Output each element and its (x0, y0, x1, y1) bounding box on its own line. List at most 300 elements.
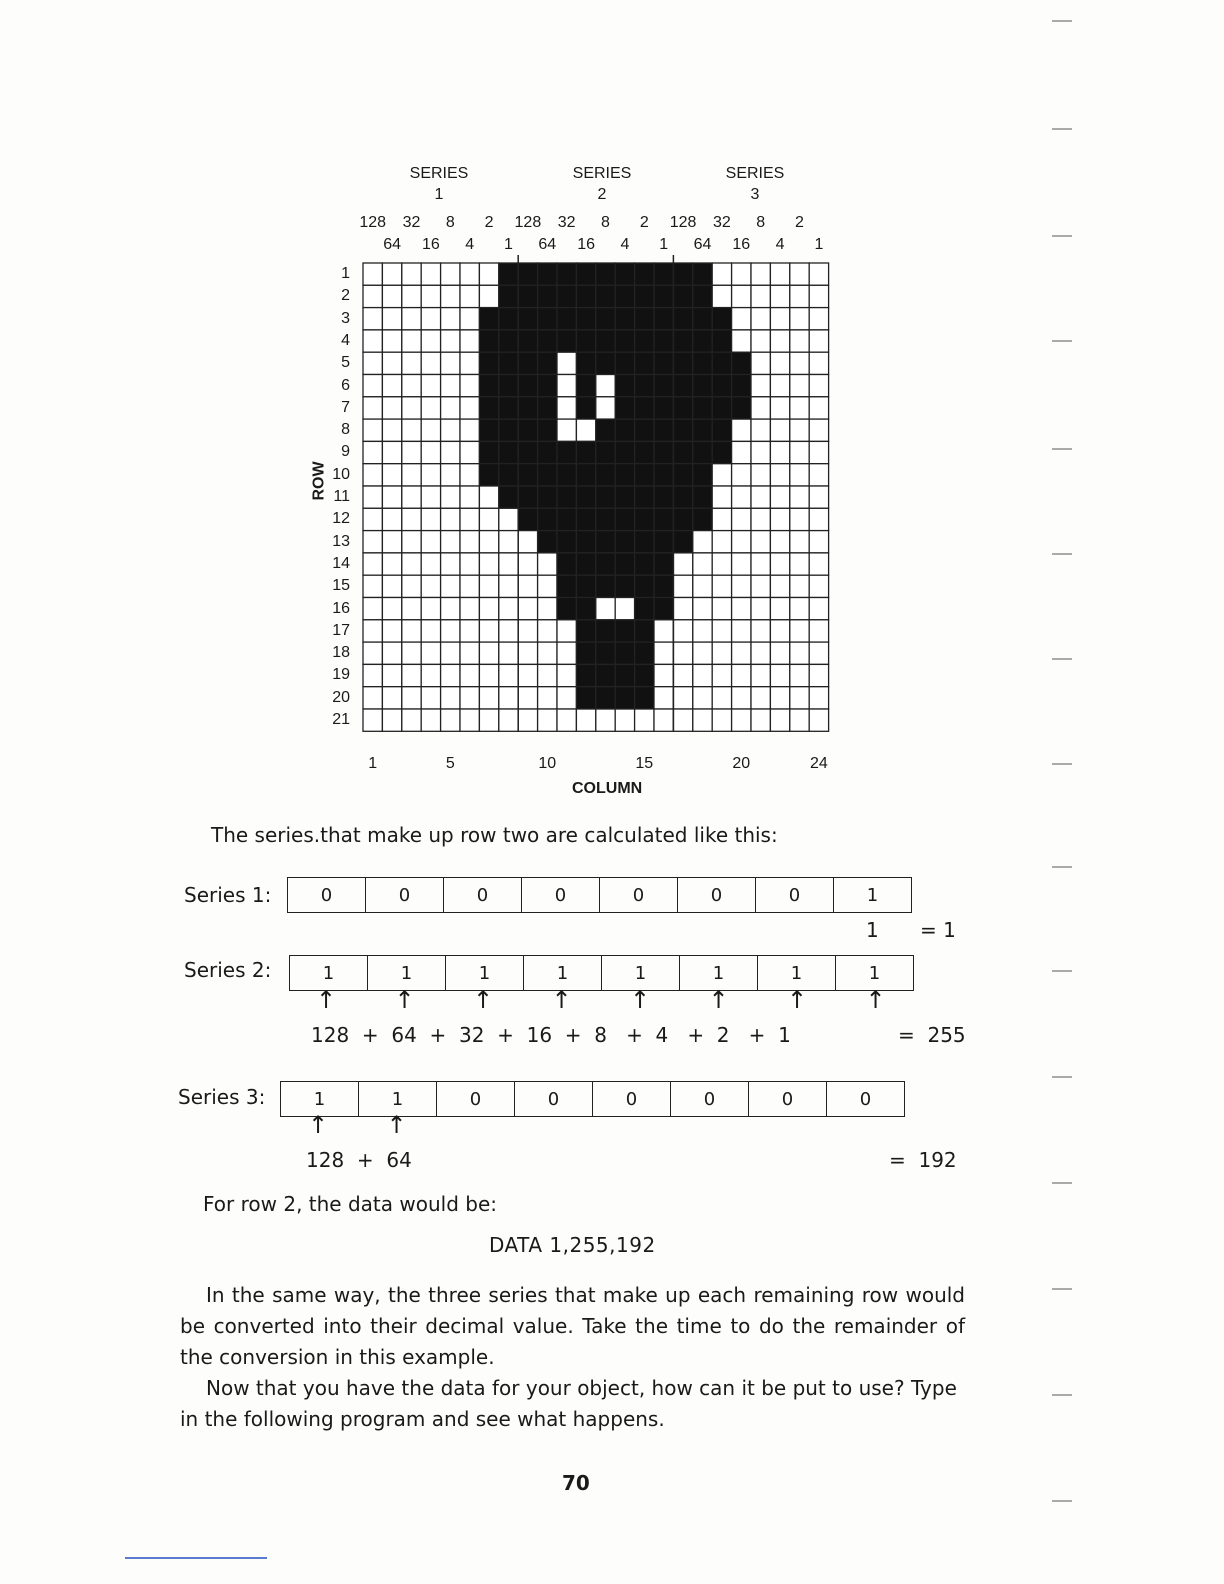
sprite-cell-empty (479, 263, 498, 285)
sprite-cell-empty (479, 620, 498, 642)
sprite-cell-filled (518, 508, 537, 530)
sprite-cell-empty (809, 531, 828, 553)
sprite-cell-empty (460, 375, 479, 397)
sprite-cell-filled (635, 642, 654, 664)
sprite-cell-empty (479, 642, 498, 664)
sprite-cell-empty (538, 709, 557, 731)
sprite-cell-empty (382, 531, 401, 553)
sprite-cell-empty (363, 620, 382, 642)
sprite-cell-filled (596, 486, 615, 508)
sprite-cell-filled (538, 397, 557, 419)
sprite-cell-filled (635, 508, 654, 530)
sprite-cell-filled (499, 419, 518, 441)
sprite-cell-filled (673, 464, 692, 486)
sprite-cell-empty (460, 575, 479, 597)
bit-cell: 0 (859, 1088, 872, 1110)
sprite-cell-empty (441, 664, 460, 686)
up-arrow-icon: ↑ (394, 986, 415, 1014)
sprite-cell-empty (557, 687, 576, 709)
bit-cell: 0 (749, 1082, 827, 1116)
sprite-cell-empty (809, 664, 828, 686)
sprite-cell-empty (382, 687, 401, 709)
sprite-cell-filled (673, 352, 692, 374)
row-number: 18 (332, 644, 350, 662)
sprite-cell-empty (402, 575, 421, 597)
bit-cell: 0 (671, 1082, 749, 1116)
bit-value-label: 4 (775, 236, 785, 253)
bit-cell: 0 (593, 1082, 671, 1116)
sprite-cell-empty (499, 575, 518, 597)
sprite-cell-empty (460, 441, 479, 463)
sprite-cell-filled (615, 575, 634, 597)
bit-cell: 1 (524, 956, 602, 990)
sprite-cell-empty (732, 486, 751, 508)
sprite-cell-empty (751, 709, 770, 731)
row-number: 11 (333, 488, 350, 505)
sprite-cell-empty (712, 486, 731, 508)
sprite-cell-filled (654, 308, 673, 330)
margin-mark (1052, 970, 1072, 972)
row-number: 4 (341, 331, 350, 349)
bit-cell: 1 (368, 956, 446, 990)
sprite-cell-empty (441, 620, 460, 642)
intro-text: The series.that make up row two are calculated like this: (211, 823, 778, 847)
sprite-cell-filled (635, 531, 654, 553)
sprite-cell-empty (809, 441, 828, 463)
sprite-cell-filled (635, 375, 654, 397)
sprite-cell-empty (596, 709, 615, 731)
sprite-cell-filled (635, 330, 654, 352)
sprite-cell-empty (499, 664, 518, 686)
column-tick: 5 (445, 755, 455, 772)
series-1-result: = 1 (920, 918, 956, 942)
sprite-cell-filled (576, 263, 595, 285)
bit-cell: 1 (868, 962, 881, 984)
bit-cell: 1 (602, 956, 680, 990)
sprite-cell-empty (751, 330, 770, 352)
sprite-cell-empty (363, 285, 382, 307)
sprite-cell-empty (363, 397, 382, 419)
bit-cell: 0 (515, 1082, 593, 1116)
sprite-cell-empty (712, 687, 731, 709)
sprite-cell-empty (402, 687, 421, 709)
sprite-cell-empty (809, 419, 828, 441)
sprite-cell-empty (654, 709, 673, 731)
sprite-cell-empty (421, 664, 440, 686)
sprite-cell-filled (596, 508, 615, 530)
sprite-cell-empty (460, 553, 479, 575)
sprite-cell-filled (576, 687, 595, 709)
sprite-cell-empty (809, 508, 828, 530)
sprite-cell-empty (402, 620, 421, 642)
sprite-cell-empty (751, 664, 770, 686)
series-1-bit-box (287, 877, 912, 913)
sprite-cell-empty (402, 397, 421, 419)
sprite-cell-empty (751, 553, 770, 575)
sprite-cell-empty (441, 352, 460, 374)
sprite-cell-empty (421, 464, 440, 486)
sprite-cell-filled (654, 419, 673, 441)
sprite-cell-empty (460, 620, 479, 642)
sprite-cell-filled (635, 664, 654, 686)
sprite-cell-filled (557, 441, 576, 463)
sprite-cell-filled (479, 441, 498, 463)
sprite-cell-empty (809, 486, 828, 508)
sprite-cell-filled (693, 486, 712, 508)
series-3-result: = 192 (889, 1148, 957, 1172)
sprite-cell-empty (421, 508, 440, 530)
sprite-cell-empty (499, 508, 518, 530)
sprite-cell-empty (770, 441, 789, 463)
sprite-cell-empty (732, 598, 751, 620)
up-arrow-icon: ↑ (315, 986, 337, 1014)
sprite-cell-filled (635, 285, 654, 307)
column-tick: 20 (732, 755, 751, 772)
sprite-cell-empty (790, 441, 809, 463)
sprite-cell-empty (809, 642, 828, 664)
sprite-cell-empty (751, 285, 770, 307)
sprite-cell-empty (421, 553, 440, 575)
sprite-cell-filled (712, 397, 731, 419)
sprite-cell-filled (673, 419, 692, 441)
bit-value-label: 2 (484, 214, 494, 231)
sprite-cell-filled (615, 352, 634, 374)
sprite-cell-empty (809, 687, 828, 709)
bit-value-label: 1 (659, 236, 669, 253)
sprite-cell-filled (673, 508, 692, 530)
sprite-cell-empty (382, 330, 401, 352)
sprite-cell-empty (732, 508, 751, 530)
sprite-cell-empty (712, 642, 731, 664)
margin-mark (1052, 1394, 1072, 1396)
sprite-cell-empty (382, 709, 401, 731)
sprite-cell-filled (518, 419, 537, 441)
sprite-cell-filled (654, 397, 673, 419)
sprite-cell-empty (654, 664, 673, 686)
margin-mark (1052, 128, 1072, 130)
sprite-cell-empty (441, 441, 460, 463)
bit-value-label: 32 (402, 214, 421, 231)
sprite-cell-empty (518, 575, 537, 597)
sprite-cell-filled (479, 308, 498, 330)
series-2-result: = 255 (898, 1023, 966, 1047)
data-intro-text: For row 2, the data would be: (203, 1192, 497, 1216)
sprite-cell-filled (479, 375, 498, 397)
sprite-cell-empty (673, 575, 692, 597)
sprite-cell-empty (441, 464, 460, 486)
sprite-cell-empty (460, 709, 479, 731)
margin-mark (1052, 1288, 1072, 1290)
sprite-cell-empty (421, 687, 440, 709)
sprite-cell-filled (518, 441, 537, 463)
sprite-cell-empty (421, 620, 440, 642)
sprite-cell-empty (673, 687, 692, 709)
sprite-cell-filled (557, 508, 576, 530)
sprite-cell-filled (557, 575, 576, 597)
sprite-cell-filled (499, 464, 518, 486)
sprite-cell-empty (421, 375, 440, 397)
sprite-cell-empty (809, 575, 828, 597)
sprite-cell-empty (460, 397, 479, 419)
sprite-cell-empty (790, 598, 809, 620)
bit-value-label: 16 (421, 236, 440, 253)
sprite-cell-empty (538, 664, 557, 686)
sprite-cell-empty (421, 352, 440, 374)
sprite-cell-filled (557, 263, 576, 285)
sprite-cell-filled (654, 441, 673, 463)
sprite-cell-filled (596, 419, 615, 441)
row-number: 7 (341, 398, 350, 416)
sprite-cell-filled (732, 375, 751, 397)
sprite-cell-empty (790, 263, 809, 285)
sprite-cell-filled (654, 575, 673, 597)
sprite-cell-empty (770, 664, 789, 686)
sprite-cell-filled (518, 486, 537, 508)
sprite-cell-empty (693, 575, 712, 597)
sprite-cell-empty (363, 709, 382, 731)
sprite-cell-empty (382, 642, 401, 664)
sprite-cell-empty (770, 598, 789, 620)
sprite-cell-filled (654, 464, 673, 486)
bit-value-label: 16 (732, 236, 751, 253)
bit-value-label: 16 (577, 236, 595, 253)
sprite-cell-filled (693, 263, 712, 285)
sprite-cell-filled (654, 352, 673, 374)
sprite-cell-empty (790, 330, 809, 352)
sprite-cell-filled (635, 263, 654, 285)
sprite-cell-empty (538, 553, 557, 575)
sprite-cell-empty (402, 553, 421, 575)
series-1-label: Series 1: (184, 883, 272, 907)
sprite-cell-empty (402, 709, 421, 731)
sprite-cell-empty (557, 664, 576, 686)
sprite-cell-empty (732, 642, 751, 664)
sprite-cell-filled (596, 642, 615, 664)
sprite-cell-empty (770, 508, 789, 530)
sprite-cell-empty (460, 508, 479, 530)
sprite-cell-filled (596, 664, 615, 686)
sprite-cell-empty (460, 531, 479, 553)
sprite-cell-empty (790, 575, 809, 597)
sprite-cell-filled (693, 308, 712, 330)
sprite-cell-filled (538, 419, 557, 441)
sprite-cell-filled (673, 285, 692, 307)
bit-value-label: 2 (639, 214, 649, 231)
sprite-cell-empty (712, 508, 731, 530)
sprite-cell-empty (770, 620, 789, 642)
sprite-cell-empty (596, 598, 615, 620)
sprite-cell-empty (538, 620, 557, 642)
sprite-cell-empty (770, 464, 789, 486)
sprite-cell-empty (363, 508, 382, 530)
row-number: 8 (341, 421, 350, 439)
sprite-cell-filled (693, 285, 712, 307)
row-number: 21 (332, 711, 350, 728)
sprite-cell-empty (732, 263, 751, 285)
sprite-cell-empty (809, 620, 828, 642)
sprite-cell-filled (635, 352, 654, 374)
sprite-cell-empty (732, 308, 751, 330)
sprite-cell-empty (518, 598, 537, 620)
sprite-cell-empty (693, 553, 712, 575)
sprite-cell-empty (557, 620, 576, 642)
sprite-cell-filled (693, 375, 712, 397)
sprite-cell-empty (770, 486, 789, 508)
sprite-cell-empty (441, 709, 460, 731)
sprite-cell-filled (615, 687, 634, 709)
sprite-cell-empty (693, 620, 712, 642)
sprite-cell-filled (576, 508, 595, 530)
bit-value-label: 64 (538, 236, 557, 253)
sprite-cell-empty (441, 486, 460, 508)
sprite-cell-empty (460, 642, 479, 664)
sprite-cell-filled (557, 285, 576, 307)
sprite-cell-filled (499, 441, 518, 463)
series-header-label: SERIES (572, 165, 632, 182)
sprite-cell-empty (402, 664, 421, 686)
sprite-cell-filled (615, 642, 634, 664)
series-2-sum: 128 + 64 + 32 + 16 + 8 + 4 + 2 + 1 (311, 1023, 791, 1047)
sprite-cell-empty (538, 575, 557, 597)
bit-value-label: 128 (514, 214, 542, 231)
sprite-cell-empty (441, 508, 460, 530)
sprite-cell-filled (615, 308, 634, 330)
sprite-cell-empty (402, 352, 421, 374)
sprite-cell-filled (596, 553, 615, 575)
sprite-cell-filled (576, 664, 595, 686)
sprite-cell-empty (441, 598, 460, 620)
sprite-cell-empty (479, 687, 498, 709)
sprite-cell-empty (363, 664, 382, 686)
sprite-cell-empty (673, 664, 692, 686)
sprite-cell-empty (790, 508, 809, 530)
sprite-cell-empty (382, 397, 401, 419)
sprite-cell-empty (751, 508, 770, 530)
sprite-cell-empty (790, 375, 809, 397)
margin-mark (1052, 1182, 1072, 1184)
sprite-cell-filled (576, 375, 595, 397)
series-3-label: Series 3: (178, 1085, 266, 1109)
up-arrow-icon: ↑ (472, 986, 494, 1014)
sprite-cell-empty (441, 263, 460, 285)
sprite-cell-empty (673, 642, 692, 664)
sprite-cell-empty (421, 330, 440, 352)
row-number: 15 (332, 577, 350, 595)
sprite-cell-filled (499, 352, 518, 374)
sprite-cell-empty (732, 419, 751, 441)
sprite-cell-empty (712, 553, 731, 575)
sprite-cell-filled (615, 397, 634, 419)
sprite-cell-empty (693, 709, 712, 731)
up-arrow-icon: ↑ (865, 986, 886, 1014)
sprite-cell-empty (790, 687, 809, 709)
sprite-cell-filled (538, 263, 557, 285)
sprite-cell-empty (363, 330, 382, 352)
sprite-cell-empty (382, 508, 401, 530)
sprite-cell-filled (499, 330, 518, 352)
sprite-cell-filled (635, 397, 654, 419)
sprite-cell-empty (654, 687, 673, 709)
sprite-cell-filled (615, 531, 634, 553)
sprite-cell-filled (654, 486, 673, 508)
sprite-cell-empty (460, 330, 479, 352)
sprite-cell-empty (732, 553, 751, 575)
sprite-grid (355, 255, 845, 760)
sprite-cell-filled (635, 464, 654, 486)
sprite-cell-empty (790, 308, 809, 330)
sprite-cell-filled (479, 419, 498, 441)
sprite-cell-empty (402, 642, 421, 664)
sprite-cell-empty (518, 642, 537, 664)
sprite-cell-empty (421, 531, 440, 553)
margin-mark (1052, 340, 1072, 342)
sprite-cell-filled (732, 352, 751, 374)
column-axis-label: COLUMN (572, 780, 643, 797)
sprite-cell-empty (363, 642, 382, 664)
bit-value-label: 128 (359, 214, 387, 231)
sprite-cell-empty (460, 419, 479, 441)
sprite-cell-empty (751, 687, 770, 709)
sprite-cell-empty (402, 263, 421, 285)
sprite-cell-empty (673, 709, 692, 731)
sprite-cell-filled (673, 397, 692, 419)
sprite-cell-empty (712, 709, 731, 731)
sprite-cell-empty (751, 598, 770, 620)
sprite-cell-empty (363, 263, 382, 285)
sprite-cell-empty (576, 709, 595, 731)
sprite-cell-empty (499, 531, 518, 553)
sprite-cell-filled (576, 308, 595, 330)
bit-value-label: 32 (712, 214, 731, 231)
row-number: 17 (332, 621, 350, 639)
up-arrow-icon: ↑ (708, 986, 729, 1014)
row-axis-label: ROW (310, 461, 328, 501)
series-header-number: 3 (750, 186, 760, 203)
sprite-cell-empty (751, 620, 770, 642)
sprite-cell-empty (499, 598, 518, 620)
sprite-cell-filled (615, 464, 634, 486)
sprite-cell-empty (479, 285, 498, 307)
sprite-cell-empty (382, 464, 401, 486)
sprite-cell-empty (712, 464, 731, 486)
sprite-cell-filled (615, 664, 634, 686)
sprite-cell-empty (363, 352, 382, 374)
sprite-cell-empty (460, 664, 479, 686)
sprite-cell-empty (790, 531, 809, 553)
sprite-cell-empty (809, 598, 828, 620)
sprite-cell-filled (673, 330, 692, 352)
series-header-2 (562, 163, 642, 205)
sprite-cell-filled (518, 464, 537, 486)
sprite-cell-empty (421, 419, 440, 441)
page-number: 70 (562, 1471, 590, 1495)
sprite-cell-filled (615, 620, 634, 642)
sprite-cell-filled (654, 330, 673, 352)
sprite-cell-filled (693, 508, 712, 530)
sprite-cell-empty (732, 709, 751, 731)
row-number: 13 (332, 532, 350, 550)
sprite-cell-filled (479, 330, 498, 352)
sprite-cell-empty (809, 464, 828, 486)
bit-cell: 0 (600, 878, 678, 912)
bit-value-label: 1 (814, 236, 824, 253)
sprite-cell-empty (751, 464, 770, 486)
sprite-cell-empty (421, 709, 440, 731)
sprite-cell-filled (712, 352, 731, 374)
sprite-cell-empty (441, 531, 460, 553)
sprite-cell-filled (557, 598, 576, 620)
sprite-cell-empty (479, 575, 498, 597)
